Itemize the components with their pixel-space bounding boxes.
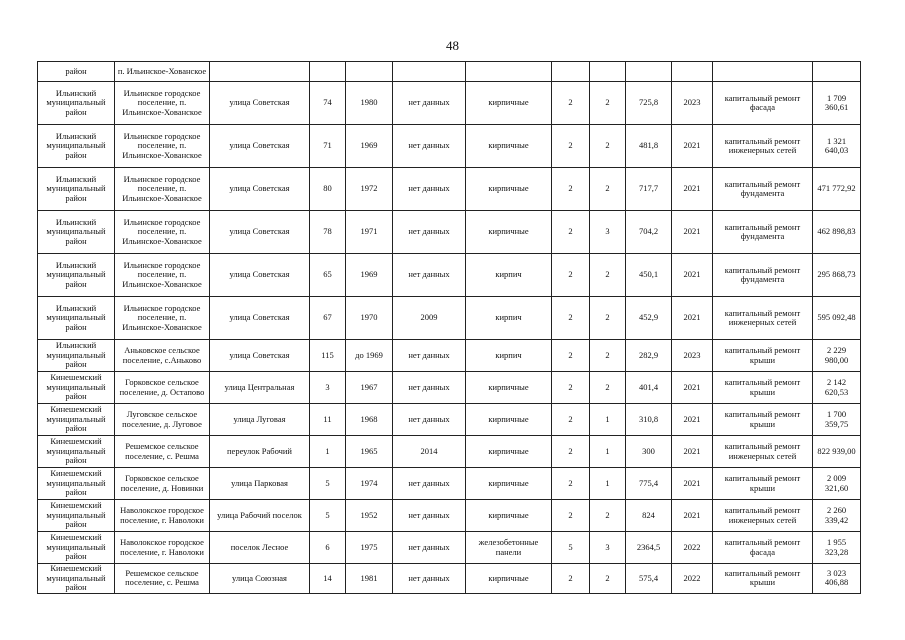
cell-area: 300 — [626, 436, 672, 468]
cell-year: 1969 — [346, 125, 393, 168]
table-row — [38, 404, 861, 436]
cell-cost: 2 009 321,60 — [813, 468, 861, 500]
cell-entrances: 2 — [590, 340, 626, 372]
cell-work: капитальный ремонт крыши — [713, 564, 813, 594]
cell-floors: 2 — [552, 340, 590, 372]
cell-district: Кинешемский муниципальный район — [38, 500, 115, 532]
cell-street: улица Советская — [210, 125, 310, 168]
cell-area: 575,4 — [626, 564, 672, 594]
cell-cost: 595 092,48 — [813, 297, 861, 340]
cell-floors: 2 — [552, 372, 590, 404]
cell-renovation: нет данных — [393, 372, 466, 404]
cell-plan-year: 2023 — [672, 340, 713, 372]
cell-work: капитальный ремонт фасада — [713, 82, 813, 125]
cell-renovation: нет данных — [393, 532, 466, 564]
cell-settlement: Ильинское городское поселение, п. Ильинское-Хованское — [115, 254, 210, 297]
cell-settlement: Ильинское городское поселение, п. Ильинское-Хованское — [115, 211, 210, 254]
cell-settlement: Решемское сельское поселение, с. Решма — [115, 436, 210, 468]
cell-settlement: Ильинское городское поселение, п. Ильинское-Хованское — [115, 82, 210, 125]
cell-year: 1969 — [346, 254, 393, 297]
cell-settlement: Горковское сельское поселение, д. Остапово — [115, 372, 210, 404]
cell-plan-year: 2021 — [672, 468, 713, 500]
cell-district: Ильинский муниципальный район — [38, 168, 115, 211]
cell-material: кирпичные — [466, 82, 552, 125]
cell-street: улица Союзная — [210, 564, 310, 594]
cell-street: улица Советская — [210, 297, 310, 340]
table-row — [38, 82, 861, 125]
cell-renovation: 2009 — [393, 297, 466, 340]
cell-work: капитальный ремонт инженерных сетей — [713, 500, 813, 532]
cell-material: кирпичные — [466, 564, 552, 594]
cell-district: Кинешемский муниципальный район — [38, 468, 115, 500]
cell-material: кирпичные — [466, 436, 552, 468]
cell-renovation: нет данных — [393, 82, 466, 125]
cell-renovation — [393, 62, 466, 82]
cell-street: улица Советская — [210, 82, 310, 125]
cell-floors: 2 — [552, 404, 590, 436]
cell-number: 11 — [310, 404, 346, 436]
cell-year: 1970 — [346, 297, 393, 340]
cell-plan-year: 2021 — [672, 404, 713, 436]
cell-number: 3 — [310, 372, 346, 404]
cell-material: железобетонные панели — [466, 532, 552, 564]
cell-plan-year: 2021 — [672, 436, 713, 468]
cell-entrances: 2 — [590, 372, 626, 404]
cell-work: капитальный ремонт фундамента — [713, 211, 813, 254]
table-row-continuation — [38, 62, 861, 82]
table-row — [38, 436, 861, 468]
cell-street: улица Советская — [210, 254, 310, 297]
cell-settlement: Горковское сельское поселение, д. Новинки — [115, 468, 210, 500]
cell-plan-year: 2021 — [672, 254, 713, 297]
cell-settlement: Наволокское городское поселение, г. Наволоки — [115, 500, 210, 532]
table-row — [38, 564, 861, 594]
cell-renovation: нет данных — [393, 564, 466, 594]
cell-plan-year: 2023 — [672, 82, 713, 125]
cell-work: капитальный ремонт инженерных сетей — [713, 125, 813, 168]
cell-entrances: 2 — [590, 82, 626, 125]
table-row — [38, 125, 861, 168]
cell-plan-year: 2022 — [672, 532, 713, 564]
cell-street: улица Советская — [210, 211, 310, 254]
cell-cost: 822 939,00 — [813, 436, 861, 468]
cell-entrances — [590, 62, 626, 82]
cell-year: до 1969 — [346, 340, 393, 372]
cell-renovation: нет данных — [393, 468, 466, 500]
cell-area: 704,2 — [626, 211, 672, 254]
cell-material: кирпич — [466, 254, 552, 297]
cell-entrances: 2 — [590, 168, 626, 211]
cell-number: 1 — [310, 436, 346, 468]
cell-settlement: Наволокское городское поселение, г. Наволоки — [115, 532, 210, 564]
cell-floors: 2 — [552, 468, 590, 500]
cell-floors: 2 — [552, 500, 590, 532]
cell-area: 401,4 — [626, 372, 672, 404]
cell-plan-year: 2022 — [672, 564, 713, 594]
table-row — [38, 468, 861, 500]
table-row — [38, 168, 861, 211]
cell-entrances: 3 — [590, 211, 626, 254]
table-body — [38, 62, 861, 594]
cell-number: 71 — [310, 125, 346, 168]
housing-registry-table — [37, 61, 861, 594]
cell-number: 6 — [310, 532, 346, 564]
cell-plan-year: 2021 — [672, 168, 713, 211]
table-row — [38, 372, 861, 404]
cell-street: улица Парковая — [210, 468, 310, 500]
cell-renovation: нет данных — [393, 340, 466, 372]
cell-renovation: нет данных — [393, 254, 466, 297]
cell-number: 67 — [310, 297, 346, 340]
cell-district: район — [38, 62, 115, 82]
cell-number: 5 — [310, 500, 346, 532]
cell-year: 1965 — [346, 436, 393, 468]
cell-street: улица Советская — [210, 340, 310, 372]
cell-street: улица Советская — [210, 168, 310, 211]
cell-floors — [552, 62, 590, 82]
cell-material — [466, 62, 552, 82]
cell-floors: 5 — [552, 532, 590, 564]
cell-work: капитальный ремонт фундамента — [713, 168, 813, 211]
cell-cost: 2 260 339,42 — [813, 500, 861, 532]
cell-settlement: Луговское сельское поселение, д. Луговое — [115, 404, 210, 436]
cell-entrances: 2 — [590, 297, 626, 340]
cell-cost — [813, 62, 861, 82]
cell-work — [713, 62, 813, 82]
cell-entrances: 2 — [590, 254, 626, 297]
cell-entrances: 3 — [590, 532, 626, 564]
cell-work: капитальный ремонт фасада — [713, 532, 813, 564]
cell-year: 1971 — [346, 211, 393, 254]
cell-settlement: Решемское сельское поселение, с. Решма — [115, 564, 210, 594]
cell-area: 452,9 — [626, 297, 672, 340]
cell-cost: 3 023 406,88 — [813, 564, 861, 594]
cell-plan-year: 2021 — [672, 211, 713, 254]
cell-entrances: 2 — [590, 125, 626, 168]
cell-cost: 1 955 323,28 — [813, 532, 861, 564]
cell-area: 824 — [626, 500, 672, 532]
cell-settlement: п. Ильинское-Хованское — [115, 62, 210, 82]
cell-district: Кинешемский муниципальный район — [38, 436, 115, 468]
cell-number: 74 — [310, 82, 346, 125]
cell-number: 115 — [310, 340, 346, 372]
cell-entrances: 1 — [590, 468, 626, 500]
cell-area: 282,9 — [626, 340, 672, 372]
cell-material: кирпичные — [466, 211, 552, 254]
cell-material: кирпичные — [466, 372, 552, 404]
cell-renovation: нет данных — [393, 500, 466, 532]
cell-street: улица Рабочий поселок — [210, 500, 310, 532]
cell-number: 14 — [310, 564, 346, 594]
cell-material: кирпич — [466, 297, 552, 340]
cell-year: 1974 — [346, 468, 393, 500]
cell-floors: 2 — [552, 436, 590, 468]
cell-floors: 2 — [552, 125, 590, 168]
cell-year: 1952 — [346, 500, 393, 532]
cell-material: кирпичные — [466, 404, 552, 436]
cell-area: 775,4 — [626, 468, 672, 500]
cell-renovation: нет данных — [393, 125, 466, 168]
cell-year: 1968 — [346, 404, 393, 436]
cell-street — [210, 62, 310, 82]
cell-entrances: 1 — [590, 436, 626, 468]
cell-number: 5 — [310, 468, 346, 500]
cell-work: капитальный ремонт инженерных сетей — [713, 297, 813, 340]
cell-year: 1967 — [346, 372, 393, 404]
cell-work: капитальный ремонт крыши — [713, 404, 813, 436]
cell-plan-year: 2021 — [672, 297, 713, 340]
cell-cost: 1 709 360,61 — [813, 82, 861, 125]
cell-renovation: 2014 — [393, 436, 466, 468]
cell-year: 1980 — [346, 82, 393, 125]
cell-renovation: нет данных — [393, 404, 466, 436]
cell-area: 310,8 — [626, 404, 672, 436]
cell-district: Кинешемский муниципальный район — [38, 372, 115, 404]
cell-cost: 2 229 980,00 — [813, 340, 861, 372]
cell-street: улица Центральная — [210, 372, 310, 404]
cell-settlement: Ильинское городское поселение, п. Ильинское-Хованское — [115, 297, 210, 340]
cell-district: Ильинский муниципальный район — [38, 297, 115, 340]
cell-number — [310, 62, 346, 82]
cell-year: 1981 — [346, 564, 393, 594]
cell-floors: 2 — [552, 254, 590, 297]
cell-plan-year: 2021 — [672, 372, 713, 404]
cell-number: 78 — [310, 211, 346, 254]
cell-cost: 471 772,92 — [813, 168, 861, 211]
cell-year: 1975 — [346, 532, 393, 564]
cell-settlement: Ильинское городское поселение, п. Ильинское-Хованское — [115, 168, 210, 211]
cell-district: Ильинский муниципальный район — [38, 211, 115, 254]
table-row — [38, 340, 861, 372]
cell-area: 717,7 — [626, 168, 672, 211]
cell-area: 725,8 — [626, 82, 672, 125]
table-row — [38, 254, 861, 297]
cell-district: Ильинский муниципальный район — [38, 82, 115, 125]
cell-street: поселок Лесное — [210, 532, 310, 564]
cell-number: 65 — [310, 254, 346, 297]
cell-street: улица Луговая — [210, 404, 310, 436]
cell-district: Ильинский муниципальный район — [38, 254, 115, 297]
cell-district: Ильинский муниципальный район — [38, 125, 115, 168]
cell-work: капитальный ремонт фундамента — [713, 254, 813, 297]
cell-street: переулок Рабочий — [210, 436, 310, 468]
cell-floors: 2 — [552, 564, 590, 594]
cell-work: капитальный ремонт крыши — [713, 468, 813, 500]
table-row — [38, 211, 861, 254]
cell-year — [346, 62, 393, 82]
cell-work: капитальный ремонт инженерных сетей — [713, 436, 813, 468]
cell-renovation: нет данных — [393, 168, 466, 211]
cell-settlement: Аньковское сельское поселение, с.Аньково — [115, 340, 210, 372]
cell-district: Кинешемский муниципальный район — [38, 564, 115, 594]
cell-material: кирпичные — [466, 168, 552, 211]
cell-cost: 2 142 620,53 — [813, 372, 861, 404]
cell-work: капитальный ремонт крыши — [713, 372, 813, 404]
cell-cost: 1 321 640,03 — [813, 125, 861, 168]
cell-floors: 2 — [552, 211, 590, 254]
cell-cost: 295 868,73 — [813, 254, 861, 297]
cell-work: капитальный ремонт крыши — [713, 340, 813, 372]
cell-renovation: нет данных — [393, 211, 466, 254]
cell-area — [626, 62, 672, 82]
cell-district: Кинешемский муниципальный район — [38, 532, 115, 564]
cell-cost: 462 898,83 — [813, 211, 861, 254]
cell-entrances: 2 — [590, 500, 626, 532]
cell-area: 481,8 — [626, 125, 672, 168]
cell-material: кирпичные — [466, 468, 552, 500]
table-row — [38, 532, 861, 564]
cell-area: 450,1 — [626, 254, 672, 297]
page-number: 48 — [446, 38, 459, 53]
cell-district: Кинешемский муниципальный район — [38, 404, 115, 436]
cell-material: кирпич — [466, 340, 552, 372]
table-row — [38, 297, 861, 340]
cell-district: Ильинский муниципальный район — [38, 340, 115, 372]
cell-plan-year — [672, 62, 713, 82]
cell-floors: 2 — [552, 297, 590, 340]
cell-plan-year: 2021 — [672, 125, 713, 168]
cell-settlement: Ильинское городское поселение, п. Ильинское-Хованское — [115, 125, 210, 168]
cell-plan-year: 2021 — [672, 500, 713, 532]
cell-floors: 2 — [552, 82, 590, 125]
table-row — [38, 500, 861, 532]
cell-area: 2364,5 — [626, 532, 672, 564]
cell-material: кирпичные — [466, 500, 552, 532]
cell-entrances: 1 — [590, 404, 626, 436]
cell-year: 1972 — [346, 168, 393, 211]
cell-number: 80 — [310, 168, 346, 211]
cell-entrances: 2 — [590, 564, 626, 594]
cell-material: кирпичные — [466, 125, 552, 168]
cell-floors: 2 — [552, 168, 590, 211]
cell-cost: 1 700 359,75 — [813, 404, 861, 436]
